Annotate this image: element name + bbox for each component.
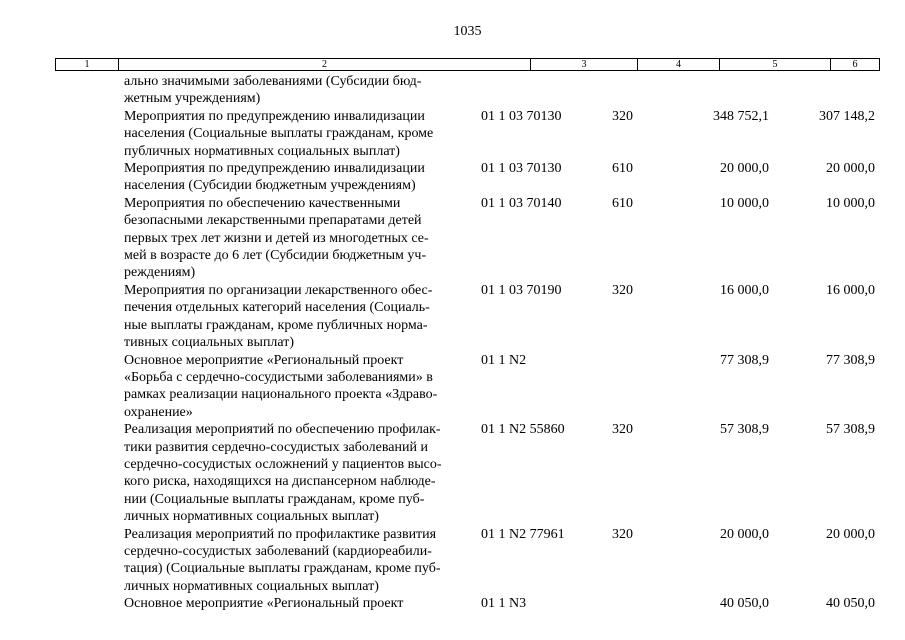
row-name: Основное мероприятие «Региональный проект «Борьба с сердечно-сосудистыми заболеваниями» в рамках реализации национального проекта «Здраво- охранение» [124,352,438,420]
row-value-2020: 20 000,0 [826,526,875,542]
row-type: 320 [612,422,633,438]
row-code: 01 1 03 70140 [481,195,562,211]
table-body [0,73,905,613]
table-row [0,195,905,282]
row-value-2020: 16 000,0 [826,282,875,298]
header-col-6: 6 [852,59,858,70]
row-value-2019: 348 752,1 [713,108,769,124]
row-code: 01 1 03 70190 [481,282,562,298]
row-value-2019: 20 000,0 [720,526,769,542]
table-row [0,526,905,596]
table-row [0,108,905,160]
row-name: Мероприятия по предупреждению инвалидизации населения (Субсидии бюджетным учреждениям) [124,161,425,194]
row-type: 610 [612,161,633,177]
table-row [0,595,905,612]
row-value-2019: 57 308,9 [720,422,769,438]
row-value-2019: 77 308,9 [720,352,769,368]
row-value-2019: 16 000,0 [720,282,769,298]
table-header [55,58,880,71]
row-type: 320 [612,108,633,124]
row-value-2020: 57 308,9 [826,422,875,438]
row-value-2020: 20 000,0 [826,161,875,177]
row-value-2020: 10 000,0 [826,195,875,211]
header-col-2: 2 [119,59,531,70]
row-name: Мероприятия по обеспечению качественными безопасными лекарственными препаратами детей первых трех лет жизни и детей из многодетных се- мей в возрасте до 6 лет (Субсидии бюджетным уч- реждениям) [124,195,429,281]
row-value-2019: 20 000,0 [720,161,769,177]
row-value-2019: 40 050,0 [720,596,769,612]
row-code: 01 1 N2 55860 [481,422,565,438]
table-row [0,73,905,108]
row-code: 01 1 N2 77961 [481,526,565,542]
row-type: 610 [612,195,633,211]
table-row [0,352,905,422]
row-value-2019: 10 000,0 [720,195,769,211]
row-name: Мероприятия по предупреждению инвалидизации населения (Социальные выплаты гражданам, кроме публичных нормативных социальных выплат) [124,108,434,159]
table-row [0,421,905,525]
header-col-3: 3 [531,59,638,70]
row-code: 01 1 N3 [481,596,527,612]
table-row [0,282,905,352]
row-type: 320 [612,282,633,298]
row-name: ально значимыми заболеваниями (Субсидии бюд- жетным учреждениям) [124,74,422,107]
row-name: Реализация мероприятий по обеспечению профилак- тики развития сердечно-сосудистых заболеваний и сердечно-сосудистых осложнений у пациентов высо- кого риска, находящихся на диспансерном наблюде- нии (Социальные выплаты гражданам, кроме пуб- личных нормативных социальных выплат) [124,422,442,525]
row-code: 01 1 03 70130 [481,108,562,124]
page-number: 1035 [453,24,482,39]
header-col-1: 1 [56,59,119,70]
row-name: Основное мероприятие «Региональный проект [124,596,404,612]
row-value-2020: 40 050,0 [826,596,875,612]
table-row [0,160,905,195]
row-code: 01 1 N2 [481,352,527,368]
row-code: 01 1 03 70130 [481,161,562,177]
row-name: Реализация мероприятий по профилактике развития сердечно-сосудистых заболеваний (кардиореабили- тация) (Социальные выплаты гражданам, кроме пуб- личных нормативных социальных выплат) [124,526,441,594]
header-col-5: 5 [720,59,831,70]
row-name: Мероприятия по организации лекарственного обес- печения отдельных категорий населения (Социаль- ные выплаты гражданам, кроме публичных норма- тивных социальных выплат) [124,282,433,351]
row-type: 320 [612,526,633,542]
header-col-4: 4 [638,59,720,70]
row-value-2020: 77 308,9 [826,352,875,368]
row-value-2020: 307 148,2 [819,108,875,124]
